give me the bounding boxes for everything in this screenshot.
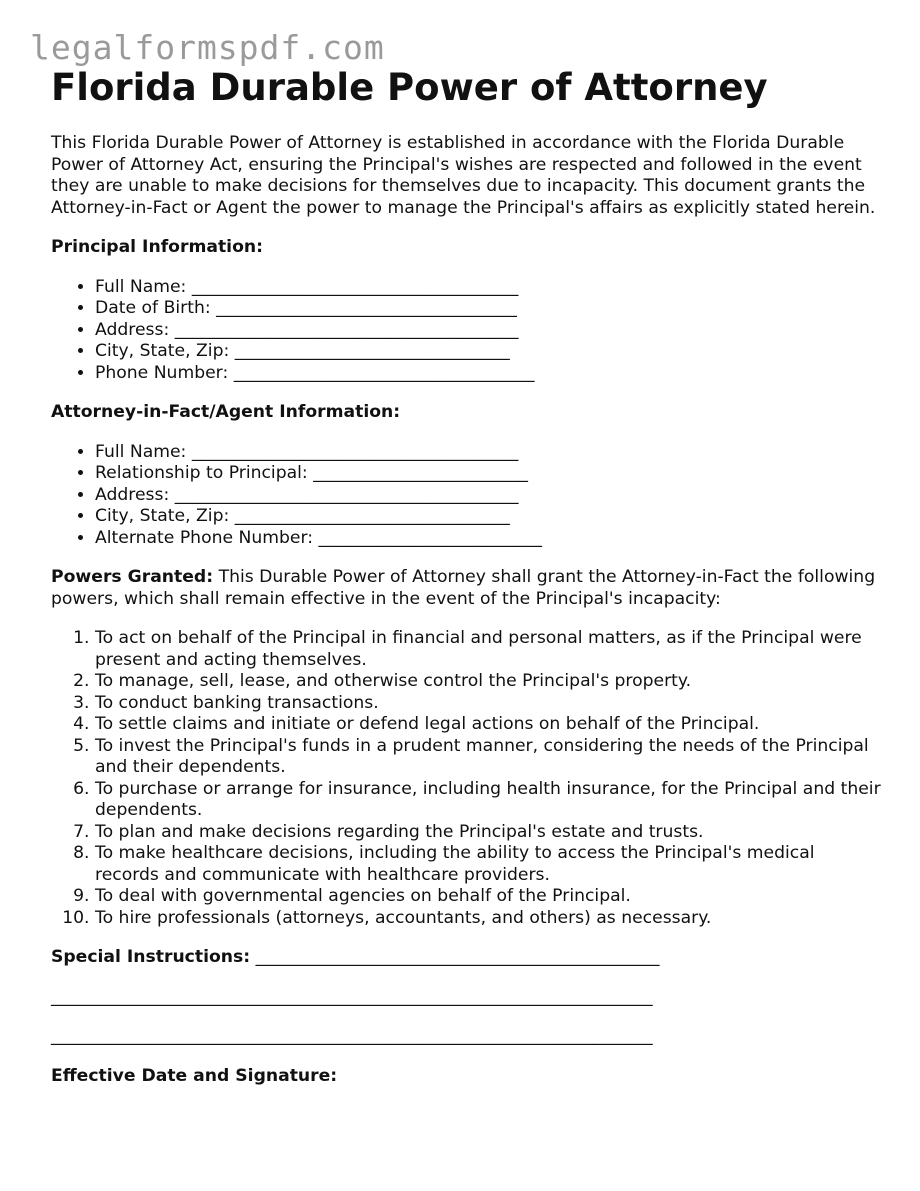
principal-city-state-zip-field[interactable]: • City, State, Zip: ________________________________ (95, 341, 881, 363)
power-item: 4. To settle claims and initiate or defend legal actions on behalf of the Principal. (95, 714, 881, 736)
principal-phone-field[interactable]: • Phone Number: ___________________________________ (95, 363, 881, 385)
principal-full-name-field[interactable]: • Full Name: ______________________________________ (95, 277, 881, 299)
special-instructions-label: Special Instructions: (51, 947, 251, 967)
power-item: 3. To conduct banking transactions. (95, 693, 881, 715)
principal-address-field[interactable]: • Address: ________________________________________ (95, 320, 881, 342)
power-item: 9. To deal with governmental agencies on behalf of the Principal. (95, 886, 881, 908)
power-item: 8. To make healthcare decisions, including the ability to access the Principal's medical records and communicate with healthcare providers. (95, 843, 881, 886)
special-instructions-line[interactable]: ______________________________________________________________________ (51, 986, 653, 1007)
agent-city-state-zip-field[interactable]: • City, State, Zip: ________________________________ (95, 506, 881, 528)
power-item: 10. To hire professionals (attorneys, accountants, and others) as necessary. (95, 908, 881, 930)
power-item: 5. To invest the Principal's funds in a prudent manner, considering the needs of the Principal and their dependents. (95, 736, 881, 779)
document-body (51, 133, 881, 1087)
intro-paragraph: This Florida Durable Power of Attorney is established in accordance with the Florida Durable Power of Attorney Act, ensuring the Principal's wishes are respected and followed in the event they are unable to make decisions for themselves due to incapacity. This document grants the Attorney-in-Fact or Agent the power to manage the Principal's affairs as explicitly stated herein. (51, 133, 876, 218)
signature-heading: Effective Date and Signature: (51, 1065, 338, 1086)
special-instructions-line[interactable]: ______________________________________________________________________ (51, 1026, 653, 1046)
principal-dob-field[interactable]: • Date of Birth: ___________________________________ (95, 298, 881, 320)
agent-full-name-field[interactable]: • Full Name: ______________________________________ (95, 442, 881, 464)
principal-heading: Principal Information: (51, 237, 263, 257)
powers-list (51, 628, 881, 929)
powers-paragraph (51, 567, 881, 610)
power-item: 2. To manage, sell, lease, and otherwise control the Principal's property. (95, 671, 881, 693)
agent-address-field[interactable]: • Address: ________________________________________ (95, 485, 881, 507)
special-instructions (51, 947, 881, 969)
power-item: 1. To act on behalf of the Principal in financial and personal matters, as if the Principal were present and acting themselves. (95, 628, 881, 671)
special-instructions-blank[interactable]: _______________________________________________ (250, 947, 660, 967)
powers-text: This Durable Power of Attorney shall grant the Attorney-in-Fact the following powers, which shall remain effective in the event of the Principal's incapacity: (51, 567, 876, 609)
power-item: 6. To purchase or arrange for insurance, including health insurance, for the Principal and their dependents. (95, 779, 881, 822)
watermark: legalformspdf.com (30, 28, 385, 67)
power-item: 7. To plan and make decisions regarding the Principal's estate and trusts. (95, 822, 881, 844)
document-title: Florida Durable Power of Attorney (51, 66, 768, 109)
agent-heading: Attorney-in-Fact/Agent Information: (51, 402, 401, 422)
agent-alt-phone-field[interactable]: • Alternate Phone Number: __________________________ (95, 528, 881, 550)
principal-fields (51, 277, 881, 385)
agent-fields (51, 442, 881, 550)
powers-label: Powers Granted: (51, 567, 214, 587)
agent-relationship-field[interactable]: • Relationship to Principal: _________________________ (95, 463, 881, 485)
